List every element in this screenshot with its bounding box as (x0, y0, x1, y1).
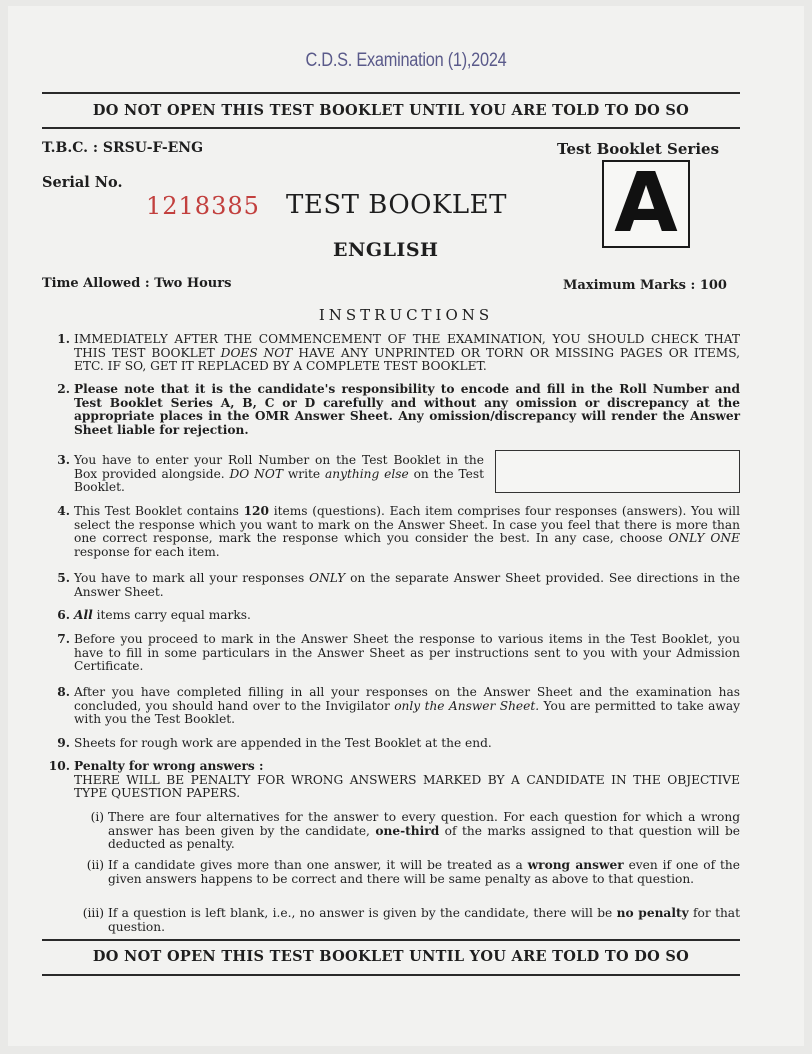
test-booklet-series-label: Test Booklet Series (557, 140, 720, 158)
item-number: 9. (57, 736, 70, 750)
sub-item-number: (ii) (86, 858, 104, 872)
top-rule (42, 92, 740, 94)
instruction-item-2: 2. Please note that it is the candidate's responsibility to encode and fill in the Roll Number and Test Booklet Series A, B, C or D carefully and without any omission or discrepancy at the appropriate places in the OMR Answer Sheet. Any omission/discrepancy will render the Answer Sheet liable for rejection. (42, 383, 740, 437)
time-allowed: Time Allowed : Two Hours (42, 276, 232, 291)
item-number: 7. (57, 632, 70, 646)
serial-number-label: Serial No. (42, 174, 123, 191)
item-number: 4. (57, 504, 70, 518)
instruction-item-1: 1. IMMEDIATELY AFTER THE COMMENCEMENT OF THE EXAMINATION, YOU SHOULD CHECK THAT THIS TEST BOOKLET DOES NOT HAVE ANY UNPRINTED OR TORN OR MISSING PAGES OR ITEMS, ETC. IF SO, GET IT REPLACED BY A COMPLETE TEST BOOKLET. (42, 333, 740, 374)
banner-rule (42, 127, 740, 129)
bottom-rule (42, 939, 740, 941)
instruction-item-5: 5. You have to mark all your responses ONLY on the separate Answer Sheet provided. See directions in the Answer Sheet. (42, 572, 740, 599)
roll-number-box[interactable] (495, 450, 740, 493)
item-number: 1. (57, 332, 70, 346)
instructions-heading: INSTRUCTIONS (318, 306, 494, 324)
top-warning-banner: DO NOT OPEN THIS TEST BOOKLET UNTIL YOU ARE TOLD TO DO SO (92, 102, 690, 119)
instruction-item-7: 7. Before you proceed to mark in the Answer Sheet the response to various items in the Test Booklet, you have to fill in some particulars in the Answer Sheet as per instructions sent to you with your Admission Certificate. (42, 633, 740, 674)
instruction-item-8: 8. After you have completed filling in all your responses on the Answer Sheet and the examination has concluded, you should hand over to the Invigilator only the Answer Sheet. You are permitted to take away with you the Test Booklet. (42, 686, 740, 727)
bottom-warning-banner: DO NOT OPEN THIS TEST BOOKLET UNTIL YOU ARE TOLD TO DO SO (92, 948, 690, 965)
item-number: 3. (57, 453, 70, 467)
item-number: 10. (48, 759, 70, 773)
penalty-sub-item-2: (ii) If a candidate gives more than one answer, it will be treated as a wrong answer even if one of the given answers happens to be correct and there will be same penalty as above to that question. (74, 859, 740, 886)
serial-number: 1218385 (146, 192, 260, 220)
item-number: 8. (57, 685, 70, 699)
sub-item-number: (i) (90, 810, 104, 824)
penalty-sub-item-1: (i) There are four alternatives for the answer to every question. For each question for which a wrong answer has been given by the candidate, one-third of the marks assigned to that question will be deducted as penalty. (74, 811, 740, 852)
series-letter: A (614, 156, 678, 251)
test-booklet-cover-page (8, 6, 804, 1046)
instruction-item-9: 9. Sheets for rough work are appended in the Test Booklet at the end. (42, 737, 740, 751)
instruction-item-3: 3. You have to enter your Roll Number on the Test Booklet in the Box provided alongside. DO NOT write anything else on the Test Booklet. (42, 454, 740, 495)
instruction-item-10: 10. Penalty for wrong answers : THERE WILL BE PENALTY FOR WRONG ANSWERS MARKED BY A CANDIDATE IN THE OBJECTIVE TYPE QUESTION PAPERS. (42, 760, 740, 801)
booklet-title: TEST BOOKLET (286, 190, 507, 220)
exam-stamp: C.D.S. Examination (1),2024 (305, 50, 507, 71)
tbc-code: T.B.C. : SRSU-F-ENG (42, 140, 204, 156)
instruction-item-4: 4. This Test Booklet contains 120 items (questions). Each item comprises four responses (answers). You will select the response which you want to mark on the Answer Sheet. In case you feel that there is more than one correct response, mark the response which you consider the best. In any case, choose ONLY ONE response for each item. (42, 505, 740, 559)
item-number: 6. (57, 608, 70, 622)
penalty-sub-item-3: (iii) If a question is left blank, i.e., no answer is given by the candidate, there will be no penalty for that question. (74, 907, 740, 934)
penalty-heading: Penalty for wrong answers : (74, 759, 264, 773)
maximum-marks: Maximum Marks : 100 (563, 278, 727, 293)
instruction-item-6: 6. All items carry equal marks. (42, 609, 740, 623)
series-box (602, 156, 690, 251)
bottom-banner-rule (42, 974, 740, 976)
item-number: 5. (57, 571, 70, 585)
sub-item-number: (iii) (82, 906, 104, 920)
item-number: 2. (57, 382, 70, 396)
subject-title: ENGLISH (333, 239, 439, 261)
